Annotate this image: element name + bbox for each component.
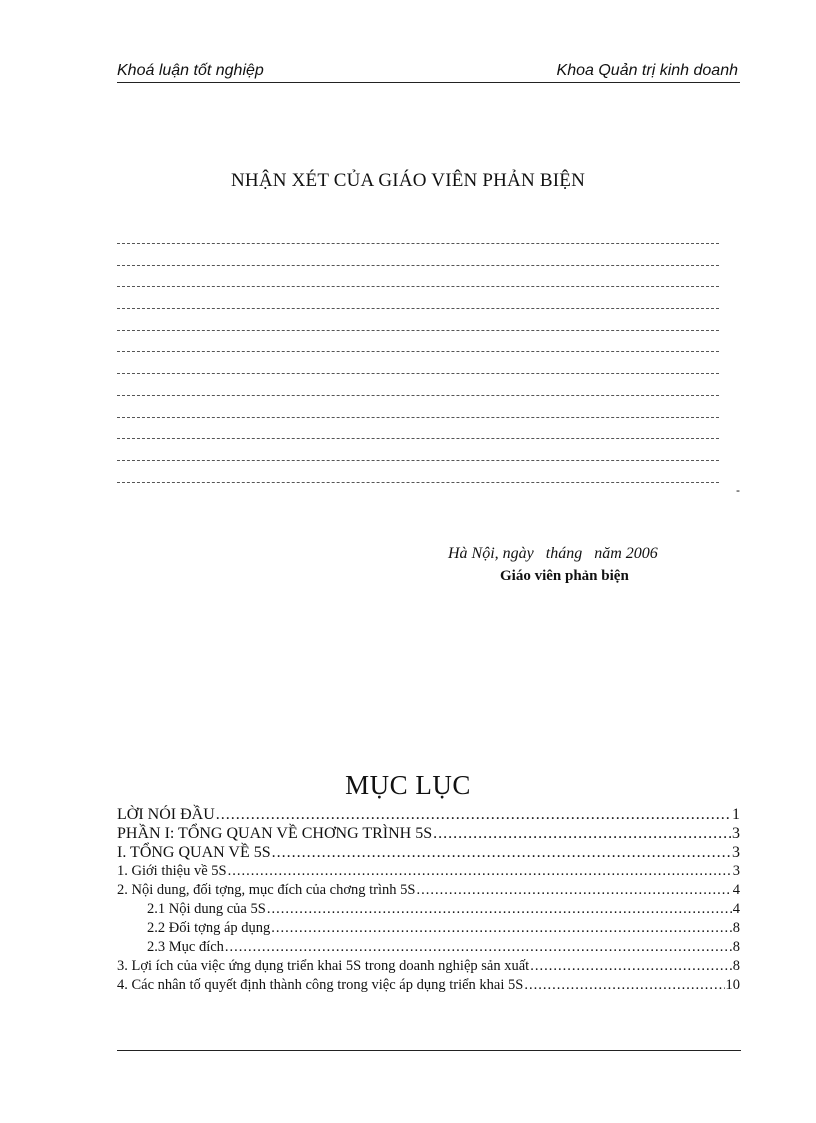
header-thesis-label: Khoá luận tốt nghiệp — [117, 62, 264, 79]
toc-item[interactable] — [117, 976, 740, 995]
toc-item-text: 2. Nội dung, đối tợng, mục đích của chơng trình 5S — [117, 882, 416, 898]
comment-line — [117, 461, 719, 483]
comment-line — [117, 309, 719, 331]
comment-line — [117, 418, 719, 440]
comment-line — [117, 244, 719, 266]
toc-item-text: 2.1 Nội dung của 5S — [147, 901, 266, 917]
toc-leader — [228, 862, 732, 881]
comment-lines — [117, 243, 719, 483]
header-faculty-label: Khoa Quản trị kinh doanh — [556, 62, 738, 79]
footer-rule — [117, 1050, 741, 1051]
toc-item-page: 1 — [732, 806, 740, 823]
toc-leader — [267, 900, 732, 919]
toc-item-text: LỜI NÓI ĐẦU — [117, 806, 215, 823]
toc-item[interactable] — [117, 862, 740, 881]
toc-item-page: 8 — [732, 958, 740, 974]
toc-title: MỤC LỤC — [345, 770, 471, 800]
page-header — [117, 62, 740, 83]
trailing-dash: - — [736, 483, 740, 497]
toc-leader — [530, 957, 732, 976]
comment-line — [117, 331, 719, 353]
toc-item[interactable] — [117, 957, 740, 976]
toc-item-page: 4 — [732, 901, 740, 917]
toc-item-page: 3 — [732, 863, 740, 879]
toc-item-page: 8 — [732, 939, 740, 955]
toc-item[interactable] — [117, 824, 740, 843]
toc-item-page: 3 — [732, 825, 740, 842]
comment-line — [117, 439, 719, 461]
toc-leader — [272, 843, 731, 862]
toc-item-text: 4. Các nhân tố quyết định thành công trong việc áp dụng triển khai 5S — [117, 977, 524, 993]
comment-line — [117, 374, 719, 396]
review-title: NHẬN XÉT CỦA GIÁO VIÊN PHẢN BIỆN — [230, 170, 586, 191]
toc-leader — [416, 881, 731, 900]
toc-leader — [225, 938, 732, 957]
date-line: Hà Nội, ngày tháng năm 2006 — [448, 545, 658, 562]
toc-item-text: 2.2 Đối tợng áp dụng — [147, 920, 271, 936]
toc-item-text: 2.3 Mục đích — [147, 939, 224, 955]
toc-item-page: 8 — [732, 920, 740, 936]
toc-item-text: PHẦN I: TỔNG QUAN VỀ CHƠNG TRÌNH 5S — [117, 825, 433, 842]
toc-item[interactable] — [117, 938, 740, 957]
toc-item[interactable] — [117, 919, 740, 938]
toc-leader — [524, 976, 724, 995]
toc-item-text: 3. Lợi ích của việc ứng dụng triển khai 5S trong doanh nghiệp sản xuất — [117, 958, 530, 974]
toc-item-page: 4 — [732, 882, 740, 898]
toc-item[interactable] — [117, 843, 740, 862]
toc-item-text: I. TỔNG QUAN VỀ 5S — [117, 844, 271, 861]
toc-item-text: 1. Giới thiệu về 5S — [117, 863, 227, 879]
toc-item-page: 10 — [725, 977, 740, 993]
comment-line — [117, 352, 719, 374]
comment-line — [117, 396, 719, 418]
toc-item[interactable] — [117, 881, 740, 900]
reviewer-signature-label: Giáo viên phản biện — [500, 568, 629, 584]
table-of-contents — [117, 805, 740, 995]
toc-item-page: 3 — [732, 844, 740, 861]
toc-leader — [271, 919, 731, 938]
toc-leader — [216, 805, 731, 824]
toc-item[interactable] — [117, 900, 740, 919]
toc-item[interactable] — [117, 805, 740, 824]
comment-line — [117, 287, 719, 309]
comment-line — [117, 266, 719, 288]
toc-leader — [433, 824, 731, 843]
